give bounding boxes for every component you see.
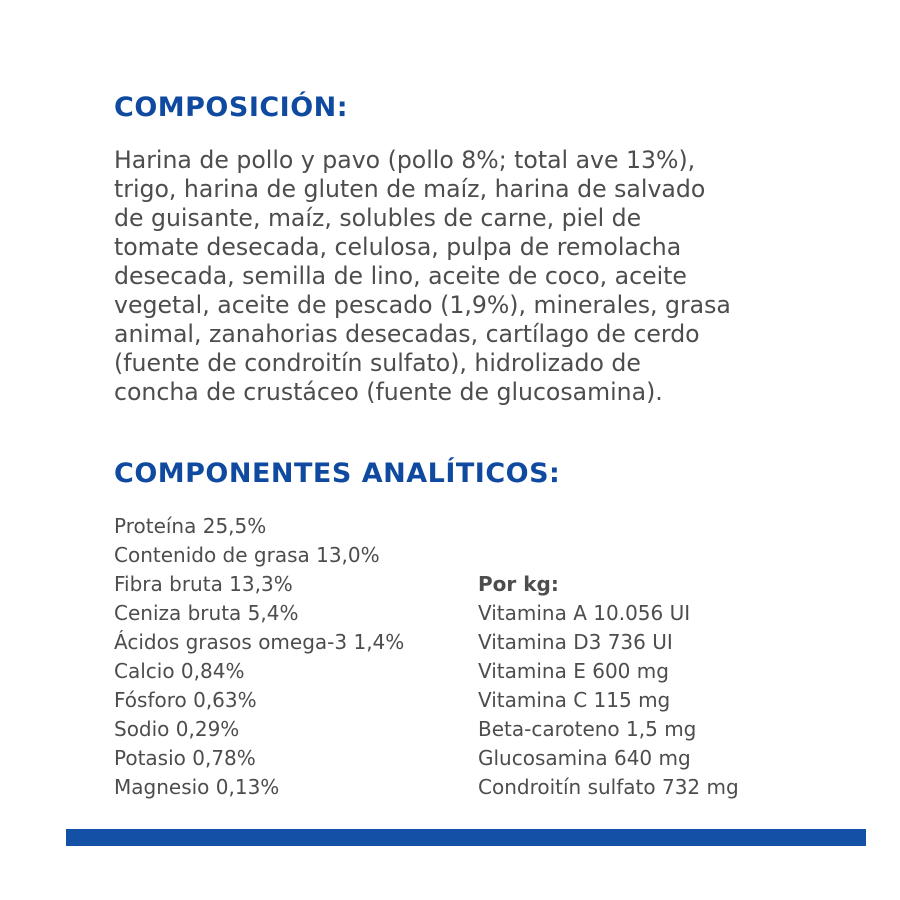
analytical-item: Sodio 0,29%	[114, 717, 240, 741]
per-kg-item: Vitamina C 115 mg	[478, 688, 671, 712]
analytical-list	[114, 512, 404, 802]
analytical-item: Potasio 0,78%	[114, 746, 256, 770]
composition-line: (fuente de condroitín sulfato), hidrolizado de	[114, 349, 641, 377]
analytical-item: Fibra bruta 13,3%	[114, 572, 293, 596]
analytical-item: Ácidos grasos omega-3 1,4%	[114, 630, 405, 654]
composition-text	[114, 146, 834, 407]
composition-heading: COMPOSICIÓN:	[114, 92, 349, 123]
bottom-accent-bar	[66, 829, 866, 846]
per-kg-item: Glucosamina 640 mg	[478, 746, 691, 770]
analytical-item: Fósforo 0,63%	[114, 688, 257, 712]
analytical-item: Ceniza bruta 5,4%	[114, 601, 299, 625]
per-kg-item: Vitamina E 600 mg	[478, 659, 669, 683]
composition-line: Harina de pollo y pavo (pollo 8%; total ave 13%),	[114, 146, 696, 174]
composition-line: vegetal, aceite de pescado (1,9%), minerales, grasa	[114, 291, 731, 319]
analytical-components-heading: COMPONENTES ANALÍTICOS:	[114, 458, 561, 489]
per-kg-item: Vitamina D3 736 UI	[478, 630, 673, 654]
per-kg-title: Por kg:	[478, 572, 559, 596]
per-kg-item: Vitamina A 10.056 UI	[478, 601, 691, 625]
composition-line: trigo, harina de gluten de maíz, harina de salvado	[114, 175, 706, 203]
composition-line: concha de crustáceo (fuente de glucosamina).	[114, 378, 663, 406]
composition-line: de guisante, maíz, solubles de carne, piel de	[114, 204, 642, 232]
composition-line: animal, zanahorias desecadas, cartílago de cerdo	[114, 320, 700, 348]
per-kg-list	[478, 570, 739, 802]
analytical-item: Magnesio 0,13%	[114, 775, 280, 799]
analytical-item: Proteína 25,5%	[114, 514, 267, 538]
composition-line: desecada, semilla de lino, aceite de coco, aceite	[114, 262, 687, 290]
composition-line: tomate desecada, celulosa, pulpa de remolacha	[114, 233, 682, 261]
per-kg-item: Beta-caroteno 1,5 mg	[478, 717, 697, 741]
analytical-item: Calcio 0,84%	[114, 659, 245, 683]
per-kg-item: Condroitín sulfato 732 mg	[478, 775, 739, 799]
analytical-item: Contenido de grasa 13,0%	[114, 543, 380, 567]
